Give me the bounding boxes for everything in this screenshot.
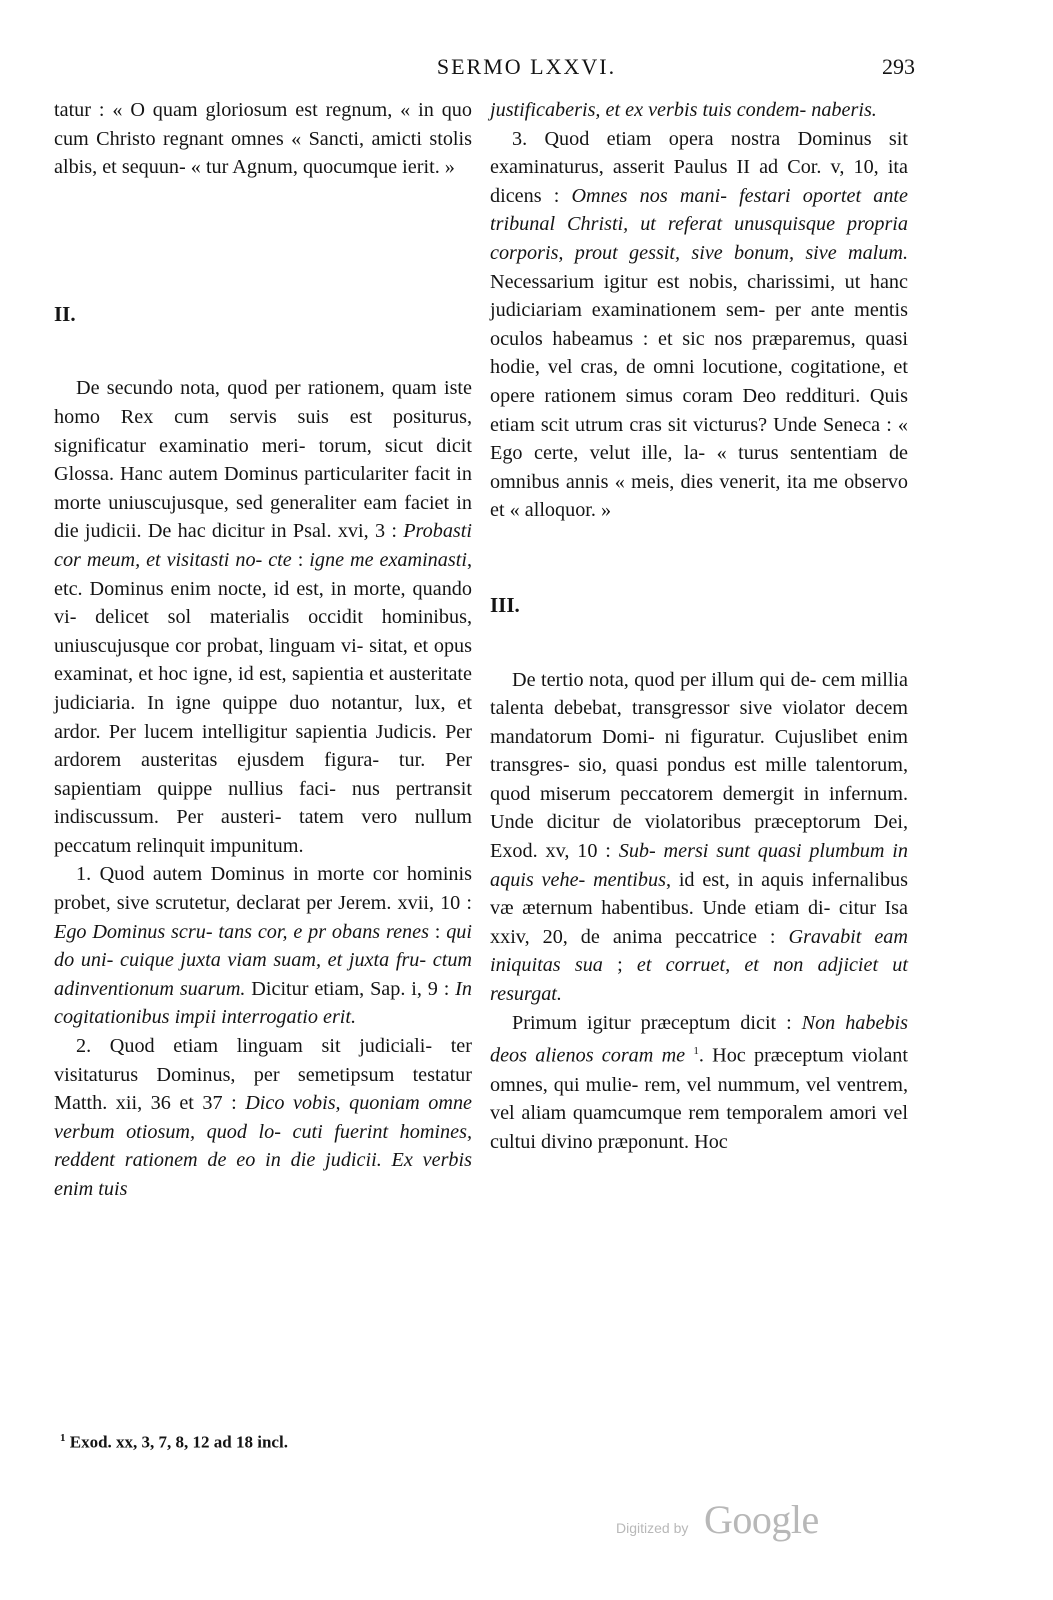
scripture-quote: Probasti cor meum, et visitasti no- cte [54,520,472,571]
footnote-text: Exod. xx, 3, 7, 8, 12 ad 18 incl. [65,1432,288,1452]
text-run: De secundo nota, quod per rationem, quam iste homo Rex cum servis suis est positurus, significatur examinatio meri- torum, sicut dicit Glossa. Hanc autem Dominus particulariter facit in morte uniuscujusque, sed generaliter eam faciet in die judicii. De hac dicitur in Psal. xvi, 3 : [54,377,472,543]
scripture-quote: In cogitationibus impii interrogatio erit. [54,977,472,1029]
spacer [490,525,908,591]
spacer [54,182,472,300]
text-run: 1. Quod autem Dominus in morte cor hominis probet, sive scrutetur, declarat per Jerem. xvii, 10 : [54,863,472,915]
text-run: Necessarium igitur est nobis, charissimi, ut hanc judiciariam examinationem sem- per ante mentis oculos habeamus : et sic nos præparemus, quasi hodie, vel cras, de omni locutione, cogitatione, et opere rationem simus coram Deo reddituri. Quis etiam scit utrum cras sit victurus? Unde Seneca : « Ego certe, velut ille, la- « turus sententiam de omnibus annis « meis, dies venerit, ita me observo et « alloquor. » [490,270,908,522]
footnote-marker[interactable]: 1 [693,1045,699,1058]
paragraph-continued [490,96,908,125]
text-run: Dicitur etiam, Sap. i, 9 : [245,977,456,1000]
page-number: 293 [882,54,915,79]
running-title: SERMO LXXVI. [436,54,617,79]
scripture-quote: et corruet, et non adjiciet ut resurgat. [490,954,909,1006]
text-run: tatur : « O quam gloriosum est regnum, « in quo cum Christo regnant omnes « Sancti, amicti stolis albis, et sequun- « tur Agnum, quocumque ierit. » [54,99,472,179]
paragraph-section-2 [54,374,472,860]
scripture-quote: Omnes nos mani- festari oportet ante tribunal Christi, ut referat unusquisque propria corporis, prout gessit, sive bonum, sive malum. [490,184,908,264]
scripture-quote: Ego Dominus scru- tans cor, e pr obans renes [54,920,429,943]
footnote [60,1432,288,1453]
scripture-quote: Gravabit eam iniquitas sua [490,925,908,977]
text-run: 3. Quod etiam opera nostra Dominus sit examinaturus, asserit Paulus II ad Cor. v, 10, ita dicens : [490,127,908,207]
text-run: Primum igitur præceptum dicit : [512,1011,802,1034]
scripture-quote: justificaberis, et ex verbis tuis condem- naberis. [490,99,877,121]
google-logo: Google [704,1497,819,1542]
paragraph-point-3 [490,125,908,525]
text-run: . Hoc præceptum violant omnes, qui mulie- rem, vel nummum, vel ventrem, vel aliam quamcumque rem temporalem amori vel cultui divino præponunt. Hoc [490,1044,908,1153]
running-head [0,52,1053,86]
section-heading-2: II. [54,301,76,326]
paragraph-point-1 [54,860,472,1032]
text-run: : [291,548,310,571]
text-run: De tertio nota, quod per illum qui de- cem millia talenta debebat, transgressor sive violator decem mandatorum Domi- ni figuratur. Cujuslibet enim transgres- sio, quasi pondus est mille talentorum, quod miserum peccatorem demergit in infernum. Unde dicitur de violatoribus præceptorum Dei, Exod. xv, 10 : [490,668,908,863]
paragraph-section-3 [490,666,908,1009]
text-run: 2. Quod etiam linguam sit judiciali- ter visitaturus Dominus, per semetipsum testatur Matth. xii, 36 et 37 : [54,1035,472,1115]
section-heading-3: III. [490,592,520,617]
spacer [54,328,472,374]
spacer [490,620,908,666]
scripture-quote: igne me examinasti [309,548,467,571]
digitized-by-watermark [616,1496,846,1542]
scripture-quote: qui do uni- cuique juxta viam suam, et juxta fru- ctum adinventionum suarum. [54,920,472,1000]
watermark-prefix: Digitized by [616,1520,689,1536]
paragraph-point-2 [54,1032,472,1204]
scripture-quote: Non habebis deos alienos coram me [490,1011,909,1067]
scripture-quote: Sub- mersi sunt quasi plumbum in aquis vehe- mentibus [490,840,908,891]
text-run: ; [602,954,637,977]
text-run: , id est, in aquis infernalibus væ æternum habentibus. Unde etiam di- citur Isa xxiv, 20, de anima peccatrice : [490,868,908,948]
text-run: , etc. Dominus enim nocte, id est, in morte, quando vi- delicet sol materialis occidit hominibus, uniuscujusque cor probat, linguam vi- sitat, et opus examinat, et hoc igne, id est, sapientia et austeritate judiciaria. In igne quippe duo notantur, lux, et ardor. Per lucem intelligitur sapientia Judicis. Per ardorem austeritas ejusdem figura- tur. Per sapientiam quippe nullius faci- nus pertransit indiscussum. Per austeri- tatem vero nullum peccatum relinquit impunitum. [54,548,472,857]
right-column [490,96,908,1156]
scripture-quote: Dico vobis, quoniam omne verbum otiosum, quod lo- cuti fuerint homines, reddent rationem de eo in die judicii. Ex verbis enim tuis [54,1092,472,1200]
left-column [54,96,472,1204]
paragraph-first-commandment [490,1009,908,1157]
paragraph-continued [54,96,472,182]
footnote-number: 1 [60,1432,66,1444]
text-run: : [428,920,447,943]
